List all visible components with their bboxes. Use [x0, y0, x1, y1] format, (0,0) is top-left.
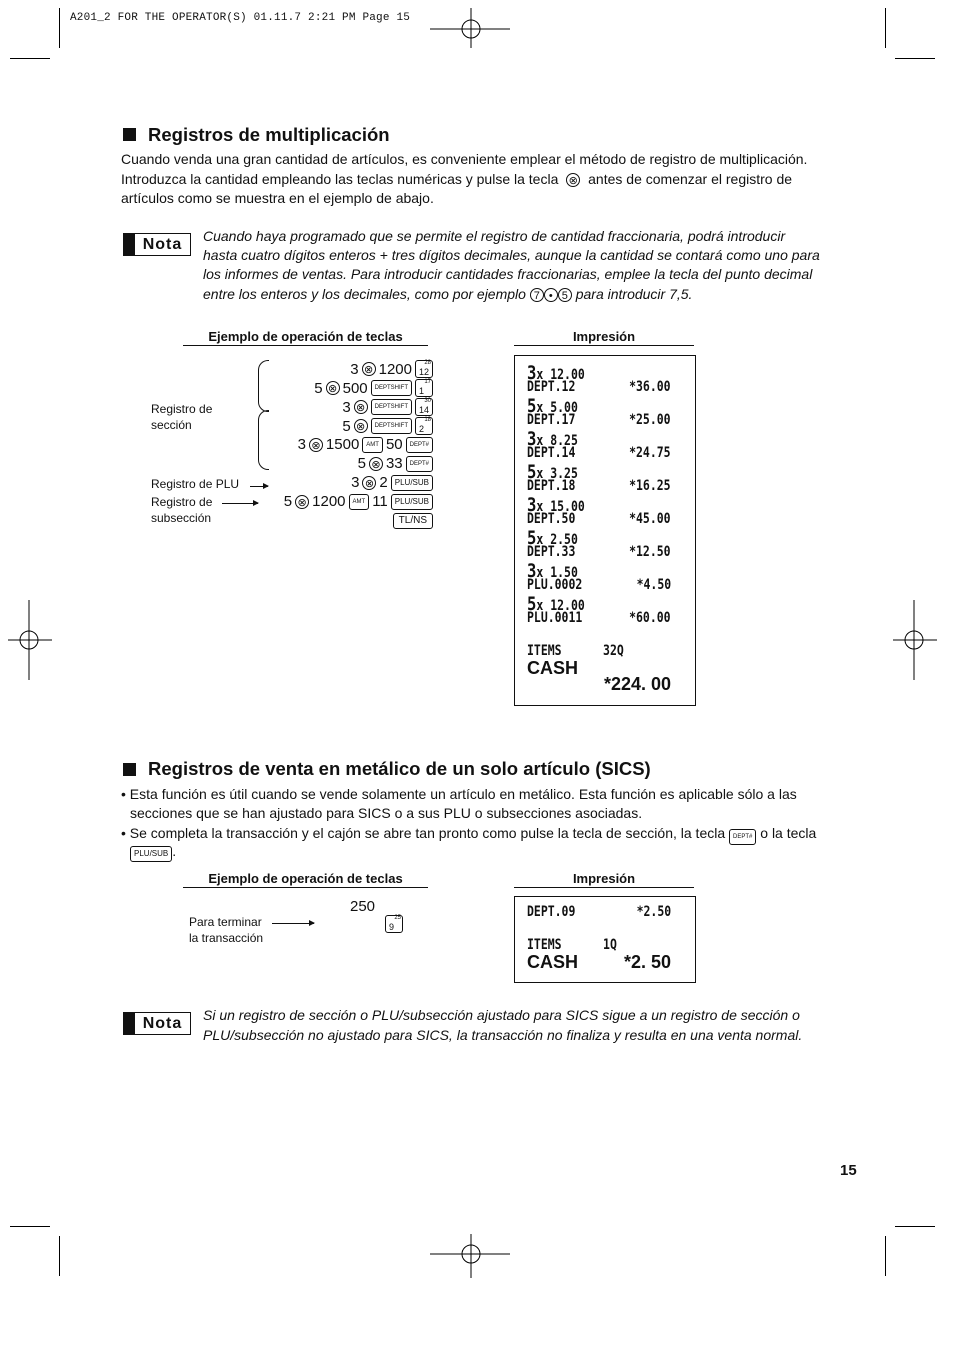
dept-key: 28 12: [415, 360, 433, 378]
multiply-key-icon: ⊗: [354, 400, 368, 414]
deptshift-key: DEPTSHIFT: [371, 399, 412, 415]
key-row: 3 ⊗ DEPTSHIFT 30 14: [342, 398, 431, 416]
receipt-total: *2. 50: [623, 952, 671, 972]
multiply-key-icon: ⊗: [369, 457, 383, 471]
receipt-line: DEPT.50: [527, 510, 576, 527]
crop-mark: [10, 58, 50, 59]
receipt-line: 5x 2.50: [527, 527, 578, 549]
receipt-amount: *24.75: [629, 444, 671, 461]
crop-mark: [895, 58, 935, 59]
bullet-line-4: PLU/SUB .: [130, 843, 176, 862]
section-title: Registros de venta en metálico de un solo artículo (SICS): [148, 758, 651, 779]
plu-sub-key: PLU/SUB: [391, 475, 433, 491]
receipt-line: 5x 3.25: [527, 461, 578, 483]
page-number: 15: [840, 1162, 857, 1179]
receipt-dept-amount: *2.50: [636, 904, 671, 920]
arrow: [222, 503, 258, 504]
registration-mark-bottom: [430, 1234, 510, 1278]
key-sequence: [260, 358, 433, 533]
section-title: Registros de multiplicación: [148, 124, 390, 145]
key-row: 5 ⊗ DEPTSHIFT 18 2: [342, 417, 431, 435]
label-plu: Registro de PLU: [151, 477, 240, 491]
key-row: 5 ⊗ 500 DEPTSHIFT 17 1: [314, 379, 431, 397]
receipt-items: ITEMS 1Q: [527, 937, 617, 953]
key-row: [393, 513, 433, 529]
intro-line-3: artículos como se muestra en el ejemplo de abajo.: [121, 190, 434, 206]
receipt: [514, 896, 696, 983]
amt-key: AMT: [349, 494, 370, 510]
receipt-amount: *25.00: [629, 411, 671, 428]
multiply-key-icon: ⊗: [354, 419, 368, 433]
intro-line-1: Cuando venda una gran cantidad de artículos, es conveniente emplear el método de registro de multiplicación.: [121, 151, 808, 167]
nota-badge: Nota: [123, 233, 191, 256]
nota-line-4: entre los enteros y los decimales, como por ejemplo 7 • 5 para introducir 7,5.: [203, 286, 693, 302]
multiply-key-icon: ⊗: [295, 495, 309, 509]
receipt-line: 3x 12.00: [527, 362, 585, 384]
receipt-line: DEPT.18: [527, 477, 576, 494]
bullet-line-3: • Se completa la transacción y el cajón se abre tan pronto como pulse la tecla de sección, la tecla DEPT# o la tecla: [121, 824, 816, 845]
label-seccion: Registro de sección: [151, 402, 213, 432]
receipt: [514, 355, 696, 706]
nota-line-2: hasta cuatro dígitos enteros + tres dígitos decimales, aunque la cantidad se contará como uno para: [203, 247, 820, 263]
registration-mark-top: [430, 8, 510, 48]
crop-mark: [895, 1226, 935, 1227]
dept-key: 17 1: [415, 379, 433, 397]
plu-sub-key: PLU/SUB: [130, 846, 172, 862]
print-header: A201_2 FOR THE OPERATOR(S) 01.11.7 2:21 PM Page 15: [70, 12, 411, 24]
receipt-line: 3x 8.25: [527, 428, 578, 450]
deptshift-key: DEPTSHIFT: [371, 380, 412, 396]
key-row: 3 ⊗ 2 PLU/SUB: [351, 474, 433, 491]
nota-line-2: PLU/subsección no ajustado para SICS, la transacción no finaliza y resulta en una venta normal.: [203, 1027, 803, 1043]
receipt-items: ITEMS 32Q: [527, 643, 624, 659]
receipt-line: DEPT.14: [527, 444, 576, 461]
receipt-cash: CASH: [527, 952, 579, 972]
deptshift-key: DEPTSHIFT: [371, 418, 412, 434]
crop-mark: [59, 1236, 60, 1276]
bullet-line-1: • Esta función es útil cuando se vende solamente un artículo en metálico. Esta función es aplicable sólo a las: [121, 786, 797, 802]
receipt-line: 3x 1.50: [527, 560, 578, 582]
nota-line-1: Si un registro de sección o PLU/subsección ajustado para SICS sigue a un registro de sección o: [203, 1007, 800, 1023]
crop-mark: [885, 8, 886, 48]
print-title: Impresión: [514, 871, 694, 888]
receipt-line: 5x 5.00: [527, 395, 578, 417]
nota-line-3: los informes de ventas. Para introducir cantidades fraccionarias, emplee la tecla del punto decimal: [203, 266, 813, 282]
multiply-key-icon: ⊗: [326, 381, 340, 395]
label-terminate: Para terminar la transacción: [189, 915, 264, 945]
receipt-amount: *45.00: [629, 510, 671, 527]
multiply-key-icon: ⊗: [362, 362, 376, 376]
crop-mark: [885, 1236, 886, 1276]
receipt-line: DEPT.17: [527, 411, 576, 428]
receipt-amount: *16.25: [629, 477, 671, 494]
tlns-key: TL/NS: [393, 513, 433, 529]
key-point-icon: •: [544, 288, 558, 302]
example-title: Ejemplo de operación de teclas: [183, 871, 428, 888]
label-subseccion: Registro de subsección: [151, 495, 213, 525]
dept-num-key: DEPT#: [406, 437, 433, 453]
receipt-amount: *12.50: [629, 543, 671, 560]
registration-mark-right: [893, 600, 937, 680]
crop-mark: [10, 1226, 50, 1227]
multiply-key-icon: ⊗: [362, 476, 376, 490]
amt-key: AMT: [362, 437, 383, 453]
example-title: Ejemplo de operación de teclas: [183, 329, 428, 346]
section-bullet-icon: [123, 128, 136, 141]
dept-key: 25 9: [385, 915, 403, 933]
dept-key: 18 2: [415, 417, 433, 435]
receipt-line: DEPT.33: [527, 543, 576, 560]
dept-key: 30 14: [415, 398, 433, 416]
receipt-amount: *4.50: [636, 576, 671, 593]
intro-line-2: Introduzca la cantidad empleando las teclas numéricas y pulse la tecla ⊗ antes de comenzar el registro de: [121, 171, 793, 187]
bullet-line-2: secciones que se han ajustado para SICS o a sus PLU o subsecciones asociadas.: [130, 805, 643, 821]
receipt-line: PLU.0002: [527, 576, 583, 593]
arrow: [272, 923, 314, 924]
receipt-line: PLU.0011: [527, 609, 583, 626]
plu-sub-key: PLU/SUB: [391, 494, 433, 510]
section-bullet-icon: [123, 763, 136, 776]
key-row: 3 ⊗ 1500 AMT 50 DEPT#: [298, 436, 433, 453]
receipt-total: *224. 00: [603, 674, 671, 694]
crop-mark: [59, 8, 60, 48]
multiply-key-icon: ⊗: [566, 173, 580, 187]
print-title: Impresión: [514, 329, 694, 346]
registration-mark-left: [8, 600, 52, 680]
key-row: 3 ⊗ 1200 28 12: [350, 360, 431, 378]
key-row: 5 ⊗ 1200 AMT 11 PLU/SUB: [284, 493, 433, 510]
receipt-dept: DEPT.09: [527, 904, 576, 920]
key-5-icon: 5: [558, 288, 572, 302]
receipt-line: DEPT.12: [527, 378, 576, 395]
receipt-line: 5x 12.00: [527, 593, 585, 615]
receipt-line: 3x 15.00: [527, 494, 585, 516]
receipt-amount: *36.00: [629, 378, 671, 395]
dept-num-key: DEPT#: [729, 829, 756, 845]
amount-entry: 250: [350, 898, 376, 915]
nota-line-1: Cuando haya programado que se permite el registro de cantidad fraccionaria, podrá introducir: [203, 228, 786, 244]
key-row: 5 ⊗ 33 DEPT#: [358, 455, 433, 472]
nota-badge: Nota: [123, 1012, 191, 1035]
receipt-cash: CASH: [527, 658, 579, 678]
dept-num-key: DEPT#: [406, 456, 433, 472]
key-7-icon: 7: [530, 288, 544, 302]
receipt-amount: *60.00: [629, 609, 671, 626]
multiply-key-icon: ⊗: [309, 438, 323, 452]
